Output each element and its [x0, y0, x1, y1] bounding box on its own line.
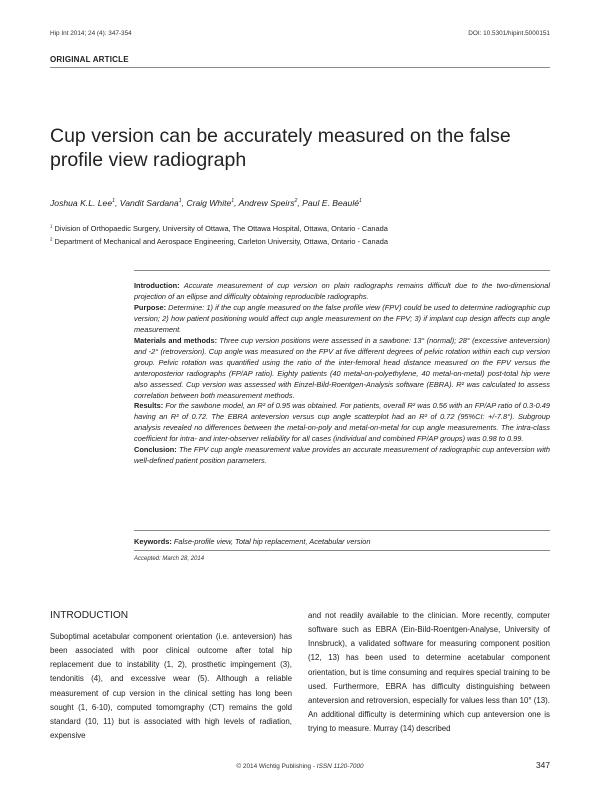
author-name: Craig White — [186, 198, 232, 208]
affiliation — [50, 237, 388, 246]
header-divider — [50, 67, 550, 68]
article-title: Cup version can be accurately measured on the false profile view radiograph — [50, 125, 511, 171]
abstract — [134, 281, 550, 467]
author-name: Andrew Speirs — [238, 198, 295, 208]
author-name: Joshua K.L. Lee — [50, 198, 113, 208]
affiliation-text: Department of Mechanical and Aerospace Engineering, Carleton University, Ottawa, Ontario - Canada — [54, 237, 388, 246]
copyright-text: © 2014 Wichtig Publishing - — [236, 763, 317, 770]
author-affil-mark: 2 — [294, 198, 298, 205]
abstract-text: Determine: 1) if the cup angle measured on the false profile view (FPV) could be used to determine radiographic cup version; 2) how patient positioning would affect cup angle measurement on the FPV; 3) if implant cup design affects cup angle measurement. — [134, 302, 550, 334]
abstract-purpose — [134, 303, 550, 336]
doi[interactable]: DOI: 10.5301/hipint.5000151 — [468, 30, 550, 37]
body-column-left: Suboptimal acetabular component orientation (i.e. anteversion) has been associated with poor clinical outcome after total hip replacement due to instability (1, 2), prosthetic impingement (3), tendonitis (4), and excessive wear (5). Although a reliable measurement of cup version in the clinical setting has long been sought (1, 6-10), computed tomomgraphy (CT) remains the gold standard (10, 11) but is associated with high levels of radiation, expensive — [50, 632, 292, 741]
abstract-text: Three cup version positions were assessed in a sawbone: 13° (normal); 28° (excessive anteversion) and -2° (retroversion). Cup angle was measured on the FPV at five different degrees of pelvic rotation within each cup version group. Pelvic rotation was quantified using the ratio of the inter-femoral head distance measured on the FPV versus the anteroposterior radiographs (FP/AP ratio). Eighty patients (40 metal-on-polyethylene, 40 metal-on-metal) post-total hip were also assessed. Cup version was assessed with Einzel-Bild-Roentgen-Analysis software (EBRA). R² was calculated to assess correlation between both measurement methods. — [134, 335, 550, 400]
journal-reference: Hip Int 2014; 24 (4): 347-354 — [50, 30, 132, 37]
affiliation-mark: 1 — [50, 223, 53, 229]
abstract-text: For the sawbone model, an R² of 0.95 was obtained. For patients, overall R² was 0.56 with an FP/AP ratio of 0.3-0.49 having an R² of 0.72. The EBRA anteversion versus cup angle scatterplot had an R² of 0.72 (95%CI: +/-7.8°). Subgroup analysis revealed no differences between the metal-on-poly and metal-on-metal for cup angle measurements. The intra-class coefficient for intra- and inter-observer reliability for all cases (individual and combined FP/AP groups) was 0.98 to 0.99. — [134, 401, 550, 444]
author-name: Paul E. Beaulé — [302, 198, 360, 208]
abstract-results — [134, 401, 550, 445]
keywords-label: Keywords: — [134, 537, 172, 546]
affiliation — [50, 224, 388, 233]
author-affil-mark: 1 — [231, 198, 235, 205]
accepted-date: Accepted: March 28, 2014 — [134, 556, 205, 562]
keywords — [134, 537, 371, 546]
section-label: ORIGINAL ARTICLE — [50, 55, 129, 64]
affiliation-text: Division of Orthopaedic Surgery, University of Ottawa, The Ottawa Hospital, Ottawa, Ontario - Canada — [54, 224, 388, 233]
author-list: Joshua K.L. Lee$^1$, Vandit Sardana$^1$, Craig White$^1$, Andrew Speirs$^2$, Paul E. Beaulé$^1$ — [50, 198, 362, 208]
keywords-divider — [134, 550, 550, 551]
section-heading-introduction: INTRODUCTION — [50, 610, 129, 621]
keywords-text: False-profile view, Total hip replacement, Acetabular version — [173, 537, 371, 546]
abstract-label: Introduction: — [134, 281, 180, 290]
footer-copyright — [0, 763, 600, 770]
affiliation-mark: 2 — [50, 236, 53, 242]
abstract-label: Results: — [134, 401, 164, 411]
abstract-text: Accurate measurement of cup version on plain radiographs remains difficult due to the two-dimensional projection of an ellipse and difficulty obtaining reproducible radiographs. — [134, 281, 550, 301]
abstract-label: Conclusion: — [134, 445, 177, 455]
issn: ISSN 1120-7000 — [316, 763, 364, 770]
body-column-right: and not readily available to the clinician. More recently, computer software such as EBRA (Ein-Bild-Roentgen-Analyse, University of Innsbruck), a validated software for measuring component position (12, 13) has been used to determine acetabular component orientation, but is time consuming and requires special training to be used. Furthermore, EBRA has difficulty distinguishing between anteversion and retroversion, especially for values less than 10° (13). An additional difficulty is determining which cup anteversion one is trying to measure. Murray (14) described — [308, 611, 550, 734]
abstract-conclusion — [134, 445, 550, 467]
author-affil-mark: 1 — [359, 198, 362, 205]
abstract-text: The FPV cup angle measurement value provides an accurate measurement of radiographic cup anteversion with well-defined patient position parameters. — [134, 445, 551, 466]
abstract-methods — [134, 336, 550, 402]
author-name: Vandit Sardana — [119, 198, 179, 208]
abstract-label: Materials and methods: — [134, 335, 218, 345]
abstract-introduction — [134, 281, 550, 303]
abstract-bottom-divider — [134, 530, 550, 531]
abstract-top-divider — [134, 270, 550, 271]
author-affil-mark: 1 — [112, 198, 115, 205]
page-number: 347 — [536, 760, 550, 770]
abstract-label: Purpose: — [134, 302, 167, 312]
author-affil-mark: 1 — [178, 198, 182, 205]
